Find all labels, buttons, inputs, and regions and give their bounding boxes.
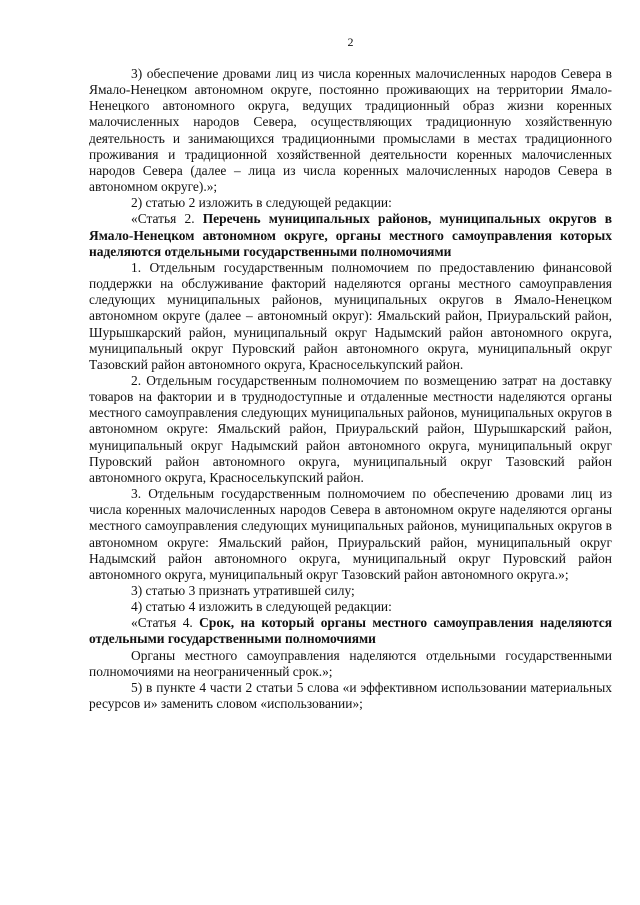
article-2-prefix: «Статья 2.: [131, 211, 203, 227]
article-2-title: Перечень муниципальных районов, муниципальных округов в Ямало-Ненецком автономном округе, органы местного самоуправления которых наделяются отдельными государственными полномочиями: [89, 211, 612, 259]
paragraph-item-4-heading: 4) статью 4 изложить в следующей редакции:: [131, 599, 392, 615]
article-2-part-1: 1. Отдельным государственным полномочием по предоставлению финансовой поддержки на обслуживание факторий наделяются органы местного самоуправления следующих муниципальных районов, муниципальных округов в Ямало-Ненецком автономном округе (далее – автономный округ): Ямальский район, Приуральский район, Шурышкарский район, муниципальный округ Надымский район автономного округа, муниципальный округ Пуровский район автономного округа, муниципальный округ Тазовский район автономного округа, Красноселькупский район.: [89, 259, 612, 372]
article-4-prefix: «Статья 4.: [131, 615, 200, 631]
paragraph-item-3: 3) обеспечение дровами лиц из числа коренных малочисленных народов Севера в Ямало-Ненецком автономном округе, постоянно проживающих на территории Ямало-Ненецкого автономного округа, ведущих традиционный образ жизни коренных малочисленных народов Севера, осуществляющих традиционную хозяйственную деятельность и занимающихся традиционными промыслами в местах традиционного проживания и традиционной хозяйственной деятельности коренных малочисленных народов Севера (далее – лица из числа коренных малочисленных народов Севера в автономном округе).»;: [89, 66, 612, 195]
paragraph-item-5: 5) в пункте 4 части 2 статьи 5 слова «и эффективном использовании материальных ресурсов и» заменить словом «использовании»;: [89, 679, 612, 712]
article-4-text: Органы местного самоуправления наделяются отдельными государственными полномочиями на неограниченный срок.»;: [89, 647, 612, 679]
article-4-title: Срок, на который органы местного самоуправления наделяются отдельными государственными полномочиями: [89, 615, 612, 647]
article-4-heading: [89, 615, 612, 647]
article-2-part-2: 2. Отдельным государственным полномочием по возмещению затрат на доставку товаров на фактории и в труднодоступные и отдаленные местности наделяются органы местного самоуправления следующих муниципальных районов, муниципальных округов в автономном округе: Ямальский район, Приуральский район, Шурышкарский район, муниципальный округ Надымский район автономного округа, муниципальный округ Пуровский район автономного округа, муниципальный округ Тазовский район автономного округа, Красноселькупский район.: [89, 372, 612, 485]
page-number: 2: [347, 35, 354, 49]
paragraph-item-3-repeal: 3) статью 3 признать утратившей силу;: [131, 583, 355, 598]
article-2-part-3: 3. Отдельным государственным полномочием по обеспечению дровами лиц из числа коренных малочисленных народов Севера в автономном округе наделяются органы местного самоуправления следующих муниципальных районов, муниципальных округов в автономном округе: Ямальский район, Приуральский район, муниципальный округ Надымский район автономного округа, муниципальный округ Пуровский район автономного округа, муниципальный округ Тазовский район автономного округа.»;: [89, 486, 612, 582]
paragraph-item-2-heading: 2) статью 2 изложить в следующей редакции:: [131, 195, 392, 211]
article-2-heading: [89, 211, 612, 259]
